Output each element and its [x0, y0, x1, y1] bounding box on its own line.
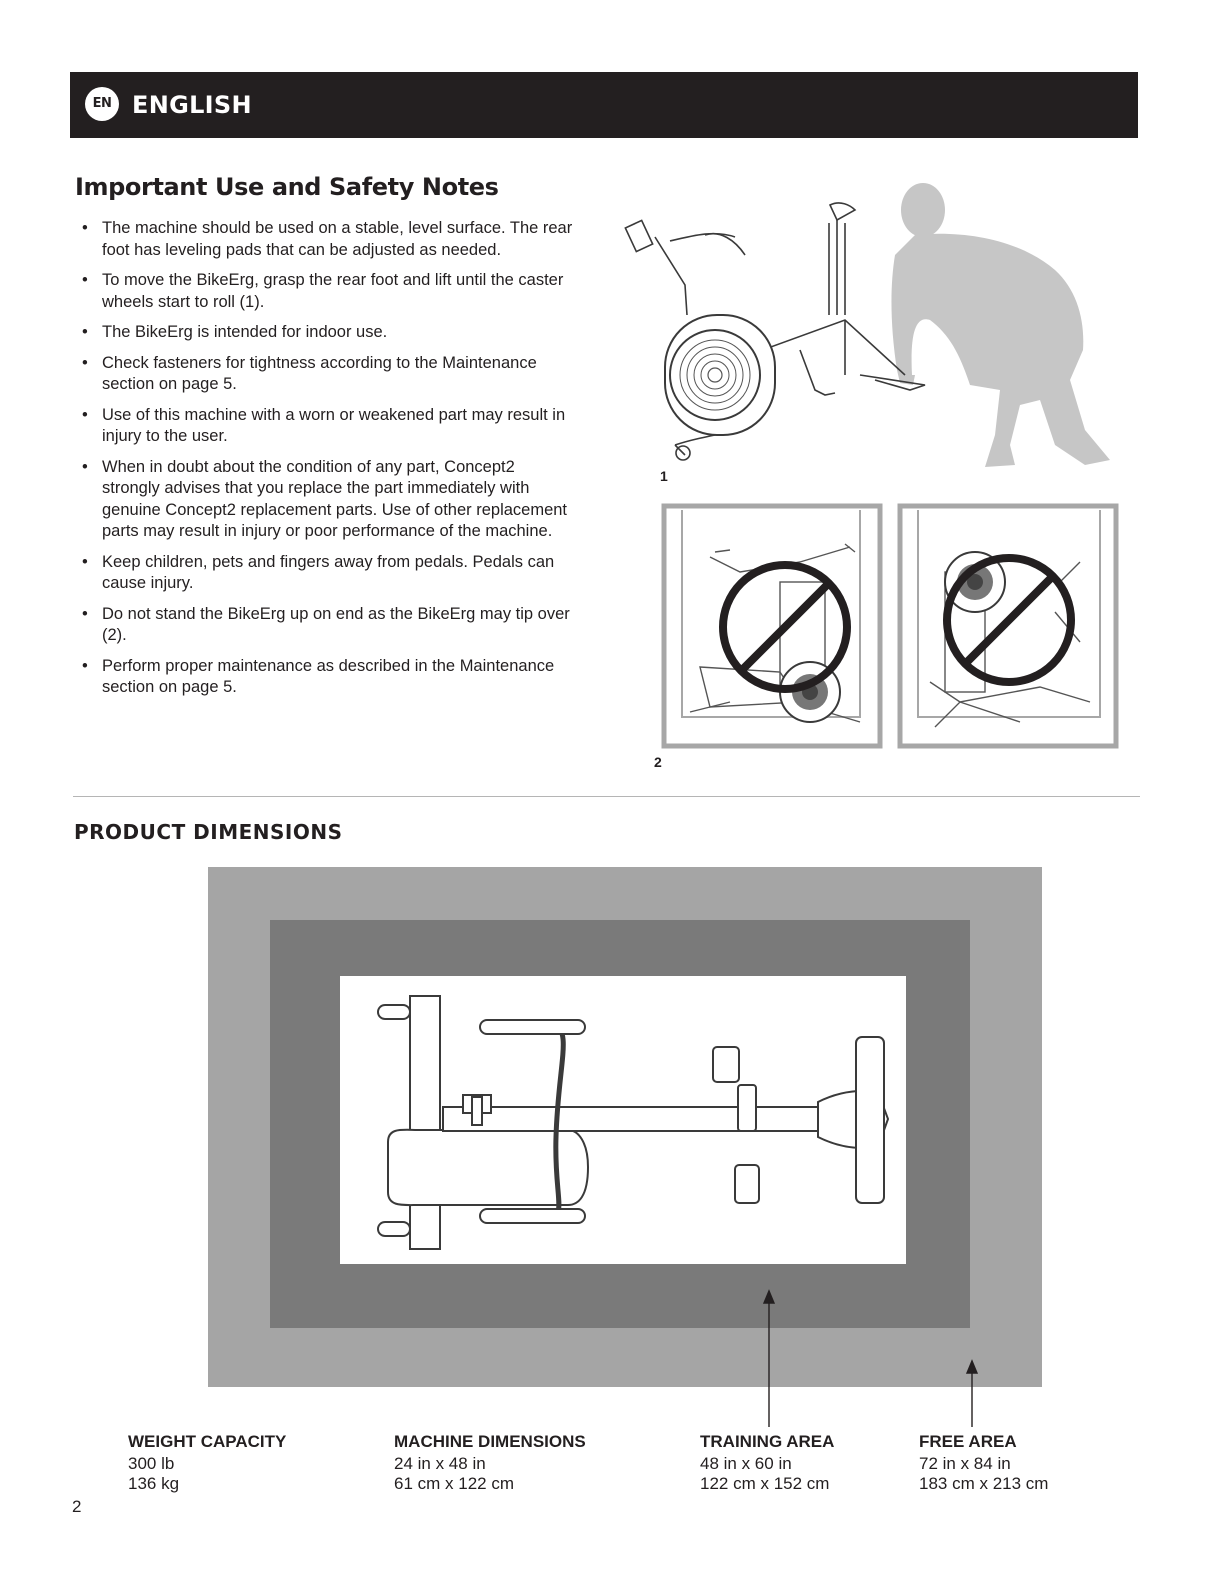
- safety-note: [82, 218, 574, 261]
- spec-heading: TRAINING AREA: [700, 1432, 835, 1451]
- safety-note-text: When in doubt about the condition of any part, Concept2 strongly advises that you replace the part immediately with genuine Concept2 replacement parts. Use of other replacement parts may result in injury or poor performance of the machine.: [102, 457, 568, 540]
- safety-note-text: To move the BikeErg, grasp the rear foot and lift until the caster wheels start to roll (1).: [102, 271, 564, 311]
- spec-metric-value: 122 cm x 152 cm: [700, 1474, 830, 1493]
- spec-machine-dimensions: [394, 1430, 586, 1494]
- figure-2-do-not-stand-on-end: [660, 502, 1122, 752]
- safety-notes-list: [82, 218, 574, 708]
- bullet: •: [82, 552, 88, 571]
- safety-note-text: Check fasteners for tightness according to the Maintenance section on page 5.: [102, 353, 537, 393]
- prohibition-icon: [723, 565, 847, 689]
- safety-note-text: Perform proper maintenance as described in the Maintenance section on page 5.: [102, 656, 555, 696]
- free-area-arrow: [967, 1361, 977, 1427]
- safety-note-text: Use of this machine with a worn or weakened part may result in injury to the user.: [102, 405, 566, 445]
- product-dimensions-diagram: [208, 867, 1042, 1429]
- spec-heading: WEIGHT CAPACITY: [128, 1432, 287, 1451]
- safety-note: [82, 604, 574, 647]
- spec-metric-value: 183 cm x 213 cm: [919, 1474, 1049, 1493]
- spec-weight-capacity: [128, 1430, 286, 1494]
- spec-heading: MACHINE DIMENSIONS: [394, 1432, 586, 1451]
- figure-2-label: 2: [654, 754, 662, 770]
- safety-note-text: Keep children, pets and fingers away from pedals. Pedals can cause injury.: [102, 552, 555, 592]
- person-silhouette: [891, 183, 1110, 467]
- language-label: ENGLISH: [132, 91, 252, 119]
- spec-imperial-value: 300 lb: [128, 1454, 175, 1473]
- spec-metric-value: 136 kg: [128, 1474, 180, 1493]
- figure-1-label: 1: [660, 468, 668, 484]
- bullet: •: [82, 405, 88, 424]
- spec-free-area: [919, 1430, 1048, 1494]
- bullet: •: [82, 323, 88, 341]
- safety-note: [82, 270, 574, 313]
- prohibition-icon: [947, 558, 1071, 682]
- safety-note: [82, 656, 574, 699]
- spec-heading: FREE AREA: [919, 1432, 1017, 1451]
- safety-section-title: Important Use and Safety Notes: [75, 173, 499, 201]
- bullet: •: [82, 457, 88, 476]
- language-header-bar: [70, 72, 1138, 138]
- bullet: •: [82, 604, 88, 623]
- bike-line-drawing: [625, 203, 925, 460]
- safety-note: [82, 552, 574, 595]
- safety-note: [82, 457, 574, 543]
- bullet: •: [82, 353, 88, 372]
- safety-note-text: The BikeErg is intended for indoor use.: [102, 323, 388, 341]
- safety-note: [82, 322, 574, 344]
- figure-1-moving-bike-illustration: [615, 175, 1125, 470]
- page-number: 2: [72, 1497, 82, 1516]
- spec-metric-value: 61 cm x 122 cm: [394, 1474, 514, 1493]
- language-badge: EN: [85, 87, 119, 121]
- spec-imperial-value: 24 in x 48 in: [394, 1454, 486, 1473]
- spec-imperial-value: 72 in x 84 in: [919, 1454, 1011, 1473]
- spec-training-area: [700, 1430, 834, 1494]
- bullet: •: [82, 219, 88, 237]
- flywheel-housing: [665, 315, 775, 435]
- product-dimensions-title: PRODUCT DIMENSIONS: [74, 820, 343, 844]
- safety-note-text: The machine should be used on a stable, level surface. The rear foot has leveling pads that can be adjusted as needed.: [102, 219, 573, 259]
- section-divider: [73, 796, 1140, 797]
- safety-note: [82, 405, 574, 448]
- safety-note-text: Do not stand the BikeErg up on end as the BikeErg may tip over (2).: [102, 604, 570, 644]
- bullet: •: [82, 271, 88, 289]
- bullet: •: [82, 656, 88, 675]
- safety-note: [82, 353, 574, 396]
- spec-imperial-value: 48 in x 60 in: [700, 1454, 792, 1473]
